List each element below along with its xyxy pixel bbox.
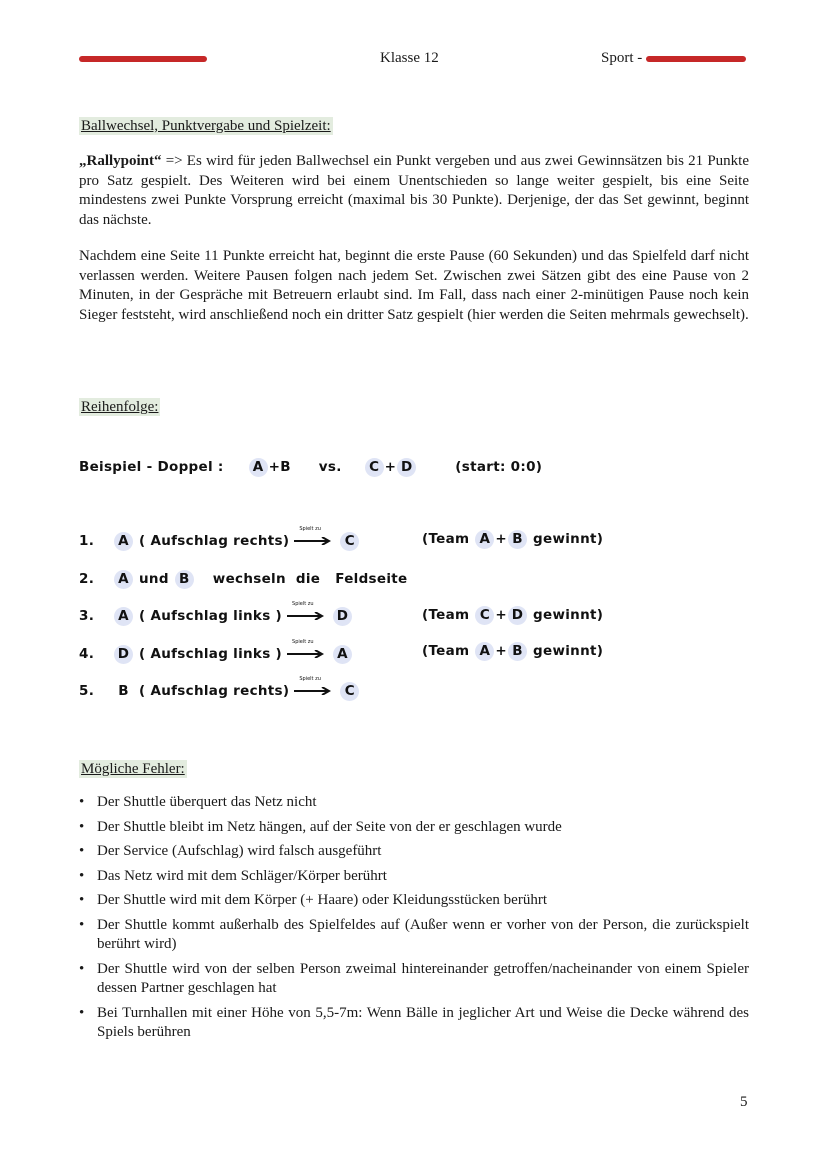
- receiver-marker: C: [340, 682, 359, 701]
- receiver-marker: D: [333, 607, 352, 626]
- won-label: gewinnt): [533, 531, 604, 547]
- page-number: 5: [740, 1094, 748, 1110]
- list-item: • Der Shuttle wird von der selben Person zweimal hintereinander getroffen/nacheinander von einem Spieler dessen Partner geschlagen hat: [79, 960, 749, 999]
- server-marker: A: [114, 532, 133, 551]
- section-heading-reihenfolge: Reihenfolge:: [81, 399, 159, 415]
- step-number: 1.: [79, 533, 95, 549]
- arrow-label: Spielt zu: [292, 601, 314, 607]
- section-heading-ballwechsel: Ballwechsel, Punktvergabe und Spielzeit:: [81, 118, 331, 134]
- arrow-icon: [287, 601, 327, 623]
- winner-marker: A: [475, 530, 494, 549]
- winner-marker: B: [508, 642, 527, 661]
- team-label: (Team: [422, 643, 470, 659]
- switch-sides-text: wechseln die Feldseite: [212, 571, 408, 587]
- list-item: • Der Shuttle bleibt im Netz hängen, auf der Seite von der er geschlagen wurde: [79, 818, 749, 838]
- header-class: Klasse 12: [380, 50, 439, 66]
- section-heading-fehler: Mögliche Fehler:: [81, 761, 185, 777]
- versus-label: vs.: [318, 459, 342, 475]
- winner-marker: C: [475, 606, 494, 625]
- player-a-marker: A: [249, 458, 268, 477]
- step-number: 2.: [79, 571, 95, 587]
- page-header: [0, 50, 828, 72]
- step-winner: [422, 606, 603, 625]
- receiver-marker: A: [333, 645, 352, 664]
- won-label: gewinnt): [533, 643, 604, 659]
- fault-list: [79, 793, 749, 1048]
- winner-marker: D: [508, 606, 527, 625]
- arrow-icon: [287, 639, 327, 661]
- player-b-marker: B: [175, 570, 194, 589]
- step-number: 5.: [79, 683, 95, 699]
- player-d-marker: D: [397, 458, 416, 477]
- server-label: B: [118, 683, 129, 699]
- paragraph-pausen: Nachdem eine Seite 11 Punkte erreicht hat, beginnt die erste Pause (60 Sekunden) und das Spielfeld darf nicht verlassen werden. Weitere Pausen folgen nach jedem Set. Zwischen zwei Sätzen gibt des eine Pause von 2 Minuten, in der Gespräche mit Betreuern erlaubt sind. Im Fall, dass nach einer 2-minütigen Pause noch kein Sieger feststeht, wird anschließend noch ein dritter Satz gespielt (hier werden die Seiten mehrmals gewechselt).: [79, 248, 749, 323]
- serve-description: ( Aufschlag links ): [139, 608, 283, 624]
- plus-sign: +: [268, 459, 281, 475]
- step-number: 4.: [79, 646, 95, 662]
- header-subject-text: Sport -: [601, 50, 643, 66]
- receiver-marker: C: [340, 532, 359, 551]
- start-score: (start: 0:0): [455, 459, 543, 475]
- step-winner: [422, 642, 603, 661]
- and-label: und: [139, 571, 169, 587]
- arrow-label: Spielt zu: [299, 676, 321, 682]
- redaction-bar: [79, 56, 207, 62]
- paragraph-rallypoint: [79, 152, 749, 230]
- player-a-marker: A: [114, 570, 133, 589]
- plus-sign: +: [384, 459, 397, 475]
- server-marker: D: [114, 645, 133, 664]
- redaction-bar: [646, 56, 746, 62]
- server-marker: A: [114, 607, 133, 626]
- arrow-icon: [294, 676, 334, 698]
- plus-sign: +: [495, 531, 508, 547]
- player-c-marker: C: [365, 458, 384, 477]
- example-label: Beispiel - Doppel :: [79, 459, 224, 475]
- list-item: • Der Shuttle kommt außerhalb des Spielfeldes auf (Außer wenn er vorher von der Person, die zurückspielt berührt wird): [79, 916, 749, 955]
- arrow-icon: [294, 526, 334, 548]
- arrow-label: Spielt zu: [292, 639, 314, 645]
- rallypoint-term: „Rallypoint“: [79, 153, 162, 169]
- list-item: • Bei Turnhallen mit einer Höhe von 5,5-7m: Wenn Bälle in jeglicher Art und Weise die Decke während des Spiels berühren: [79, 1004, 749, 1043]
- step-row: [79, 570, 407, 589]
- step-row: [79, 601, 353, 626]
- rallypoint-text: => Es wird für jeden Ballwechsel ein Punkt vergeben und aus zwei Gewinnsätzen bis 21 Punkte pro Satz gespielt. Des Weiteren wird bei einem Unentschieden so lange weiter gespielt, bis eine Seite mindestens zwei Punkte Vorsprung erreicht (maximal bis 30 Punkte). Derjenige, der das Set gewinnt, beginnt das nächste.: [79, 153, 749, 228]
- header-author: [79, 50, 207, 67]
- serve-description: ( Aufschlag rechts): [139, 533, 290, 549]
- step-row: [79, 676, 360, 701]
- won-label: gewinnt): [533, 607, 604, 623]
- team-label: (Team: [422, 531, 470, 547]
- list-item: • Der Shuttle überquert das Netz nicht: [79, 793, 749, 813]
- list-item: • Der Service (Aufschlag) wird falsch ausgeführt: [79, 842, 749, 862]
- player-b-label: B: [280, 459, 291, 475]
- step-winner: [422, 530, 603, 549]
- plus-sign: +: [495, 643, 508, 659]
- team-label: (Team: [422, 607, 470, 623]
- winner-marker: A: [475, 642, 494, 661]
- step-row: [79, 526, 360, 551]
- list-item: • Der Shuttle wird mit dem Körper (+ Haare) oder Kleidungsstücken berührt: [79, 891, 749, 911]
- serve-description: ( Aufschlag rechts): [139, 683, 290, 699]
- step-number: 3.: [79, 608, 95, 624]
- plus-sign: +: [495, 607, 508, 623]
- step-row: [79, 639, 353, 664]
- header-subject: [601, 50, 746, 67]
- arrow-label: Spielt zu: [299, 526, 321, 532]
- list-item: • Das Netz wird mit dem Schläger/Körper berührt: [79, 867, 749, 887]
- serve-description: ( Aufschlag links ): [139, 646, 283, 662]
- winner-marker: B: [508, 530, 527, 549]
- example-line: [79, 458, 542, 477]
